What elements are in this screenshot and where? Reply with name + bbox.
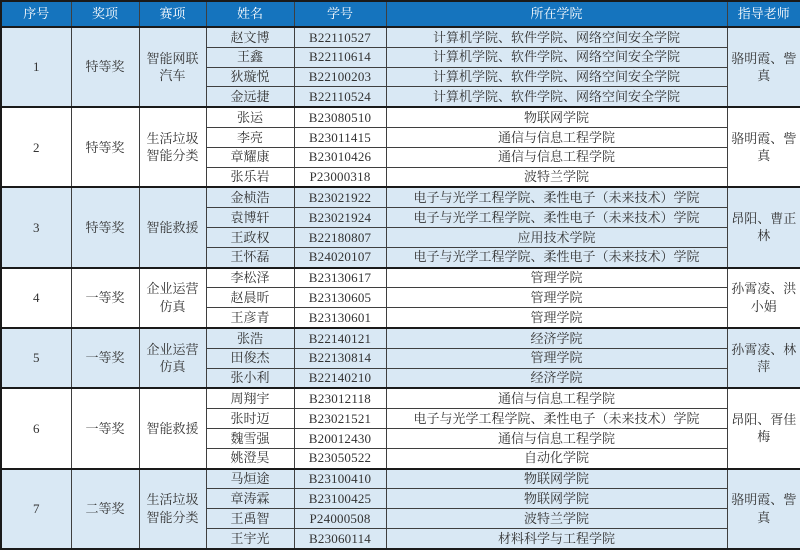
- header-cell-award: 奖项: [71, 1, 139, 27]
- member-row: [1, 27, 800, 47]
- header-cell-id: 学号: [294, 1, 386, 27]
- college-cell: 通信与信息工程学院: [386, 128, 727, 148]
- college-cell: 应用技术学院: [386, 227, 727, 247]
- student-id-cell: B23130601: [294, 308, 386, 328]
- event-cell: 生活垃圾智能分类: [139, 107, 206, 187]
- member-row: [1, 107, 800, 127]
- student-id-cell: P24000508: [294, 509, 386, 529]
- college-cell: 通信与信息工程学院: [386, 147, 727, 167]
- student-id-cell: B22180807: [294, 227, 386, 247]
- student-id-cell: B20012430: [294, 428, 386, 448]
- college-cell: 管理学院: [386, 348, 727, 368]
- advisor-cell: 孙霄凌、林萍: [727, 328, 800, 388]
- college-cell: 材料科学与工程学院: [386, 528, 727, 549]
- college-cell: 电子与光学工程学院、柔性电子（未来技术）学院: [386, 409, 727, 429]
- group-index-cell: 6: [1, 388, 71, 468]
- member-name-cell: 金远捷: [206, 87, 294, 107]
- header-cell-advisor: 指导老师: [727, 1, 800, 27]
- student-id-cell: B22140121: [294, 328, 386, 348]
- member-row: [1, 388, 800, 408]
- member-name-cell: 王政权: [206, 227, 294, 247]
- award-cell: 特等奖: [71, 107, 139, 187]
- group-index-cell: 2: [1, 107, 71, 187]
- member-name-cell: 王禹智: [206, 509, 294, 529]
- member-name-cell: 章涛霖: [206, 489, 294, 509]
- student-id-cell: B23011415: [294, 128, 386, 148]
- member-row: [1, 187, 800, 207]
- college-cell: 电子与光学工程学院、柔性电子（未来技术）学院: [386, 247, 727, 267]
- event-cell: 生活垃圾智能分类: [139, 469, 206, 549]
- student-id-cell: B22110527: [294, 27, 386, 47]
- event-cell: 智能网联汽车: [139, 27, 206, 107]
- student-id-cell: B22110614: [294, 47, 386, 67]
- advisor-cell: 骆明霞、訾真: [727, 107, 800, 187]
- award-cell: 一等奖: [71, 388, 139, 468]
- student-id-cell: B22100203: [294, 67, 386, 87]
- member-name-cell: 周翔宇: [206, 388, 294, 408]
- college-cell: 物联网学院: [386, 489, 727, 509]
- member-row: [1, 328, 800, 348]
- member-name-cell: 王彦青: [206, 308, 294, 328]
- event-cell: 智能救援: [139, 187, 206, 267]
- member-name-cell: 金桢浩: [206, 187, 294, 207]
- college-cell: 物联网学院: [386, 107, 727, 127]
- college-cell: 经济学院: [386, 328, 727, 348]
- member-name-cell: 姚澄昊: [206, 448, 294, 468]
- member-row: [1, 268, 800, 288]
- event-cell: 企业运营仿真: [139, 328, 206, 388]
- student-id-cell: B23130617: [294, 268, 386, 288]
- group-index-cell: 4: [1, 268, 71, 328]
- award-cell: 特等奖: [71, 187, 139, 267]
- event-cell: 智能救援: [139, 388, 206, 468]
- advisor-cell: 昂阳、胥佳梅: [727, 388, 800, 468]
- student-id-cell: B23010426: [294, 147, 386, 167]
- member-name-cell: 章耀康: [206, 147, 294, 167]
- student-id-cell: B22130814: [294, 348, 386, 368]
- award-cell: 一等奖: [71, 328, 139, 388]
- member-name-cell: 袁博轩: [206, 208, 294, 228]
- student-id-cell: B23021922: [294, 187, 386, 207]
- college-cell: 计算机学院、软件学院、网络空间安全学院: [386, 27, 727, 47]
- header-cell-index: 序号: [1, 1, 71, 27]
- college-cell: 管理学院: [386, 308, 727, 328]
- group-index-cell: 3: [1, 187, 71, 267]
- student-id-cell: B23080510: [294, 107, 386, 127]
- member-name-cell: 魏雪强: [206, 428, 294, 448]
- college-cell: 通信与信息工程学院: [386, 428, 727, 448]
- member-name-cell: 张小利: [206, 368, 294, 388]
- member-name-cell: 张乐岩: [206, 167, 294, 187]
- college-cell: 管理学院: [386, 288, 727, 308]
- member-name-cell: 张时迈: [206, 409, 294, 429]
- header-cell-event: 赛项: [139, 1, 206, 27]
- table-header: [1, 1, 800, 27]
- college-cell: 经济学院: [386, 368, 727, 388]
- advisor-cell: 昂阳、曹正林: [727, 187, 800, 267]
- member-name-cell: 王鑫: [206, 47, 294, 67]
- student-id-cell: B23012118: [294, 388, 386, 408]
- event-cell: 企业运营仿真: [139, 268, 206, 328]
- student-id-cell: B23100410: [294, 469, 386, 489]
- group-index-cell: 5: [1, 328, 71, 388]
- student-id-cell: B23060114: [294, 528, 386, 549]
- member-name-cell: 王怀磊: [206, 247, 294, 267]
- college-cell: 波特兰学院: [386, 509, 727, 529]
- college-cell: 计算机学院、软件学院、网络空间安全学院: [386, 47, 727, 67]
- college-cell: 波特兰学院: [386, 167, 727, 187]
- group-index-cell: 7: [1, 469, 71, 549]
- college-cell: 物联网学院: [386, 469, 727, 489]
- header-row: [1, 1, 800, 27]
- student-id-cell: B23050522: [294, 448, 386, 468]
- member-name-cell: 张浩: [206, 328, 294, 348]
- award-cell: 一等奖: [71, 268, 139, 328]
- member-name-cell: 田俊杰: [206, 348, 294, 368]
- student-id-cell: B24020107: [294, 247, 386, 267]
- college-cell: 自动化学院: [386, 448, 727, 468]
- award-cell: 特等奖: [71, 27, 139, 107]
- member-name-cell: 赵文博: [206, 27, 294, 47]
- student-id-cell: B23021521: [294, 409, 386, 429]
- member-name-cell: 张运: [206, 107, 294, 127]
- college-cell: 计算机学院、软件学院、网络空间安全学院: [386, 87, 727, 107]
- member-name-cell: 李松泽: [206, 268, 294, 288]
- table-body: [1, 27, 800, 549]
- college-cell: 计算机学院、软件学院、网络空间安全学院: [386, 67, 727, 87]
- member-name-cell: 狄璇悦: [206, 67, 294, 87]
- college-cell: 电子与光学工程学院、柔性电子（未来技术）学院: [386, 208, 727, 228]
- member-row: [1, 469, 800, 489]
- header-cell-name: 姓名: [206, 1, 294, 27]
- advisor-cell: 骆明霞、訾真: [727, 27, 800, 107]
- member-name-cell: 李亮: [206, 128, 294, 148]
- student-id-cell: B22140210: [294, 368, 386, 388]
- header-cell-college: 所在学院: [386, 1, 727, 27]
- group-index-cell: 1: [1, 27, 71, 107]
- member-name-cell: 马烜途: [206, 469, 294, 489]
- student-id-cell: B22110524: [294, 87, 386, 107]
- student-id-cell: B23130605: [294, 288, 386, 308]
- advisor-cell: 孙霄凌、洪小娟: [727, 268, 800, 328]
- member-name-cell: 赵晨昕: [206, 288, 294, 308]
- college-cell: 电子与光学工程学院、柔性电子（未来技术）学院: [386, 187, 727, 207]
- college-cell: 通信与信息工程学院: [386, 388, 727, 408]
- student-id-cell: B23100425: [294, 489, 386, 509]
- student-id-cell: B23021924: [294, 208, 386, 228]
- college-cell: 管理学院: [386, 268, 727, 288]
- member-name-cell: 王宇光: [206, 528, 294, 549]
- advisor-cell: 骆明霞、訾真: [727, 469, 800, 549]
- student-id-cell: P23000318: [294, 167, 386, 187]
- award-cell: 二等奖: [71, 469, 139, 549]
